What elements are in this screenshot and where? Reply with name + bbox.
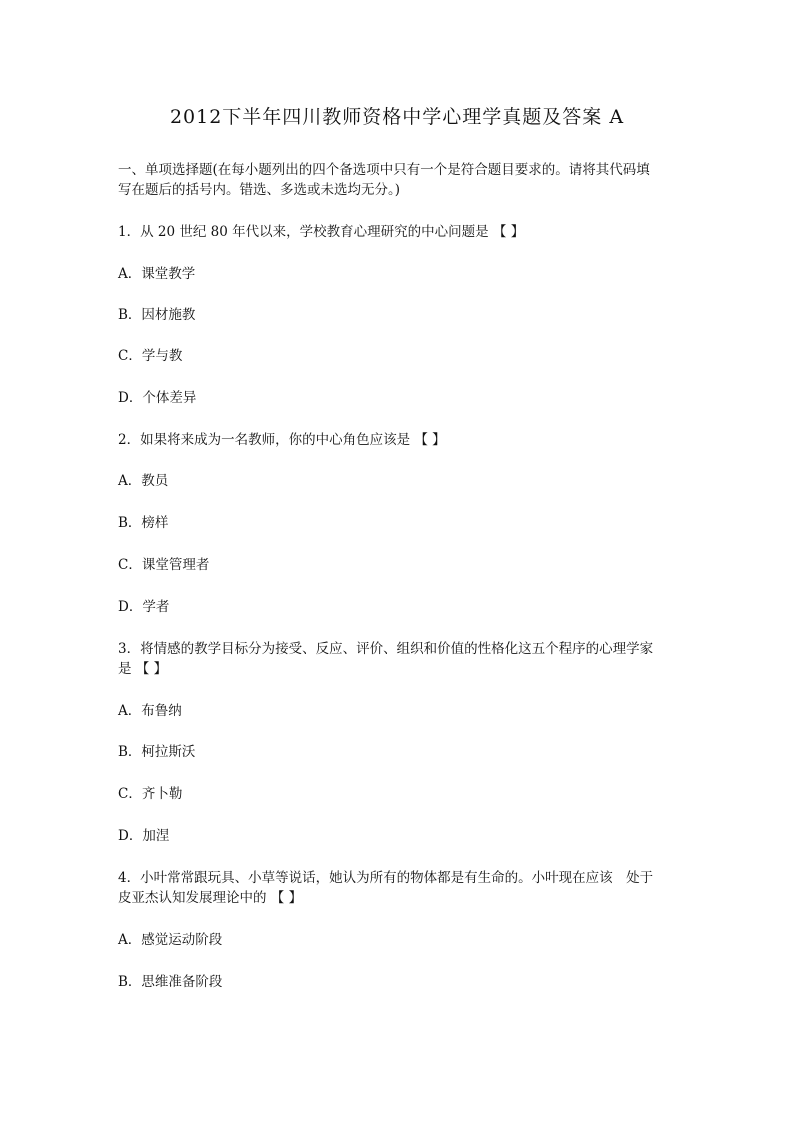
question-4-option-a: A．感觉运动阶段 [118, 932, 223, 948]
question-2-stem: 2．如果将来成为一名教师，你的中心角色应该是 【 】 [118, 432, 446, 448]
question-4-option-b: B．思维准备阶段 [118, 974, 223, 990]
section-heading-line-2: 写在题后的括号内。错选、多选或未选均无分。) [118, 182, 401, 198]
question-4-stem-line-2: 皮亚杰认知发展理论中的 【 】 [118, 890, 303, 906]
section-heading-line-1: 一、单项选择题(在每小题列出的四个备选项中只有一个是符合题目要求的。请将其代码填 [118, 162, 650, 178]
question-3-option-a: A．布鲁纳 [118, 703, 182, 719]
question-1-option-c: C．学与教 [118, 348, 183, 364]
document-title: 2012下半年四川教师资格中学心理学真题及答案 A [169, 106, 625, 128]
question-1-option-d: D．个体差异 [118, 390, 197, 406]
question-2-option-b: B．榜样 [118, 515, 169, 531]
question-4-stem-line-1: 4．小叶常常跟玩具、小草等说话，她认为所有的物体都是有生命的。小叶现在应该 处于 [118, 870, 654, 886]
question-2-option-c: C．课堂管理者 [118, 557, 210, 573]
question-3-option-d: D．加涅 [118, 828, 170, 844]
question-2-option-a: A．教员 [118, 473, 169, 489]
question-3-option-b: B．柯拉斯沃 [118, 744, 196, 760]
question-1-option-a: A．课堂教学 [118, 266, 196, 282]
question-1-option-b: B．因材施教 [118, 307, 196, 323]
question-2-option-d: D．学者 [118, 599, 170, 615]
question-1-stem: 1．从 20 世纪 80 年代以来，学校教育心理研究的中心问题是 【 】 [118, 224, 525, 240]
question-3-stem-line-1: 3．将情感的教学目标分为接受、反应、评价、组织和价值的性格化这五个程序的心理学家 [118, 641, 654, 657]
question-3-stem-line-2: 是 【 】 [118, 661, 168, 677]
question-3-option-c: C．齐卜勒 [118, 786, 183, 802]
